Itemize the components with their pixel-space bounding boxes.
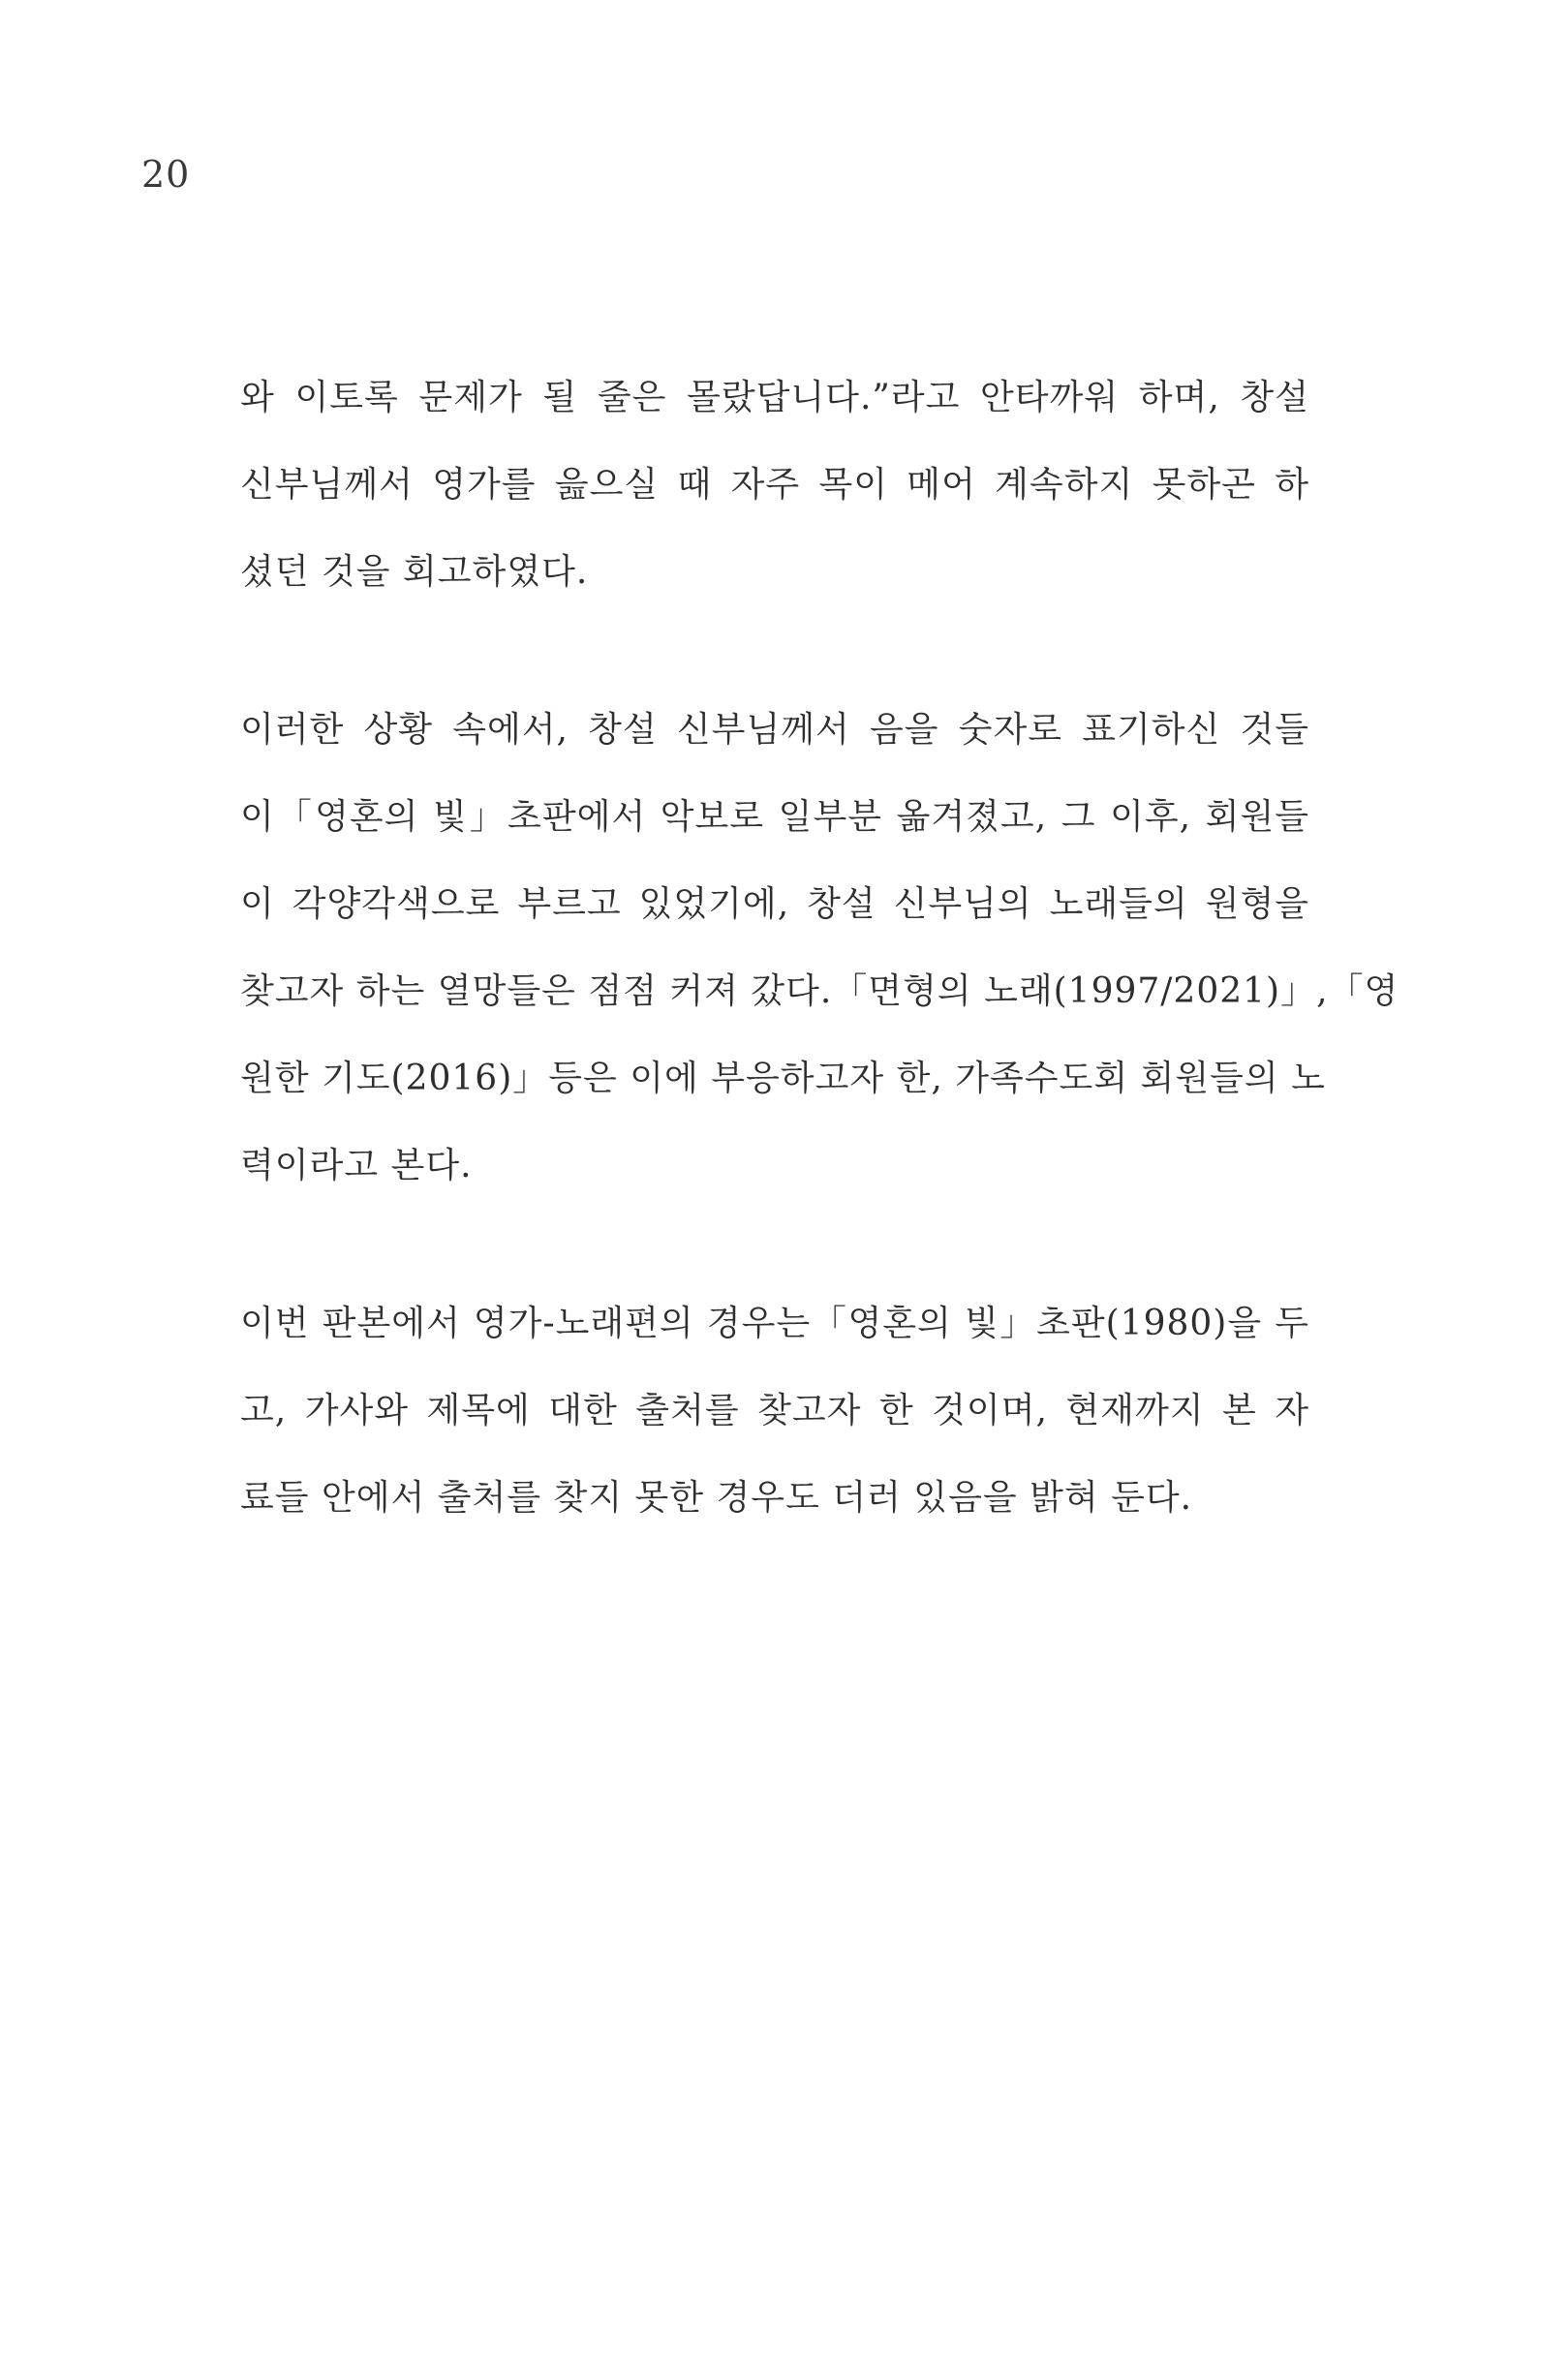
paragraph-3 bbox=[240, 1280, 1309, 1542]
text-line: 료들 안에서 출처를 찾지 못한 경우도 더러 있음을 밝혀 둔다. bbox=[240, 1478, 1193, 1518]
text-line: 이러한 상황 속에서, 창설 신부님께서 음을 숫자로 표기하신 것들 bbox=[240, 710, 1309, 750]
page-number: 20 bbox=[141, 153, 191, 196]
text-line: 이번 판본에서 영가-노래편의 경우는「영혼의 빛」초판(1980)을 두 bbox=[240, 1304, 1309, 1343]
paragraph-1 bbox=[240, 354, 1309, 616]
text-line: 찾고자 하는 열망들은 점점 커져 갔다.「면형의 노래(1997/2021)」,「영 bbox=[240, 971, 1399, 1011]
body-text bbox=[240, 354, 1399, 1613]
paragraph-2 bbox=[240, 687, 1399, 1210]
text-line: 이「영혼의 빛」초판에서 악보로 일부분 옮겨졌고, 그 이후, 회원들 bbox=[240, 797, 1309, 837]
text-line: 셨던 것을 회고하였다. bbox=[240, 552, 589, 592]
text-line: 와 이토록 문제가 될 줄은 몰랐답니다.”라고 안타까워 하며, 창설 bbox=[240, 378, 1309, 417]
text-line: 고, 가사와 제목에 대한 출처를 찾고자 한 것이며, 현재까지 본 자 bbox=[240, 1391, 1309, 1430]
text-line: 신부님께서 영가를 읊으실 때 자주 목이 메어 계속하지 못하곤 하 bbox=[240, 465, 1309, 505]
text-line: 원한 기도(2016)」등은 이에 부응하고자 한, 가족수도회 회원들의 노 bbox=[240, 1059, 1326, 1098]
text-line: 력이라고 본다. bbox=[240, 1146, 473, 1185]
text-line: 이 각양각색으로 부르고 있었기에, 창설 신부님의 노래들의 원형을 bbox=[240, 884, 1309, 924]
